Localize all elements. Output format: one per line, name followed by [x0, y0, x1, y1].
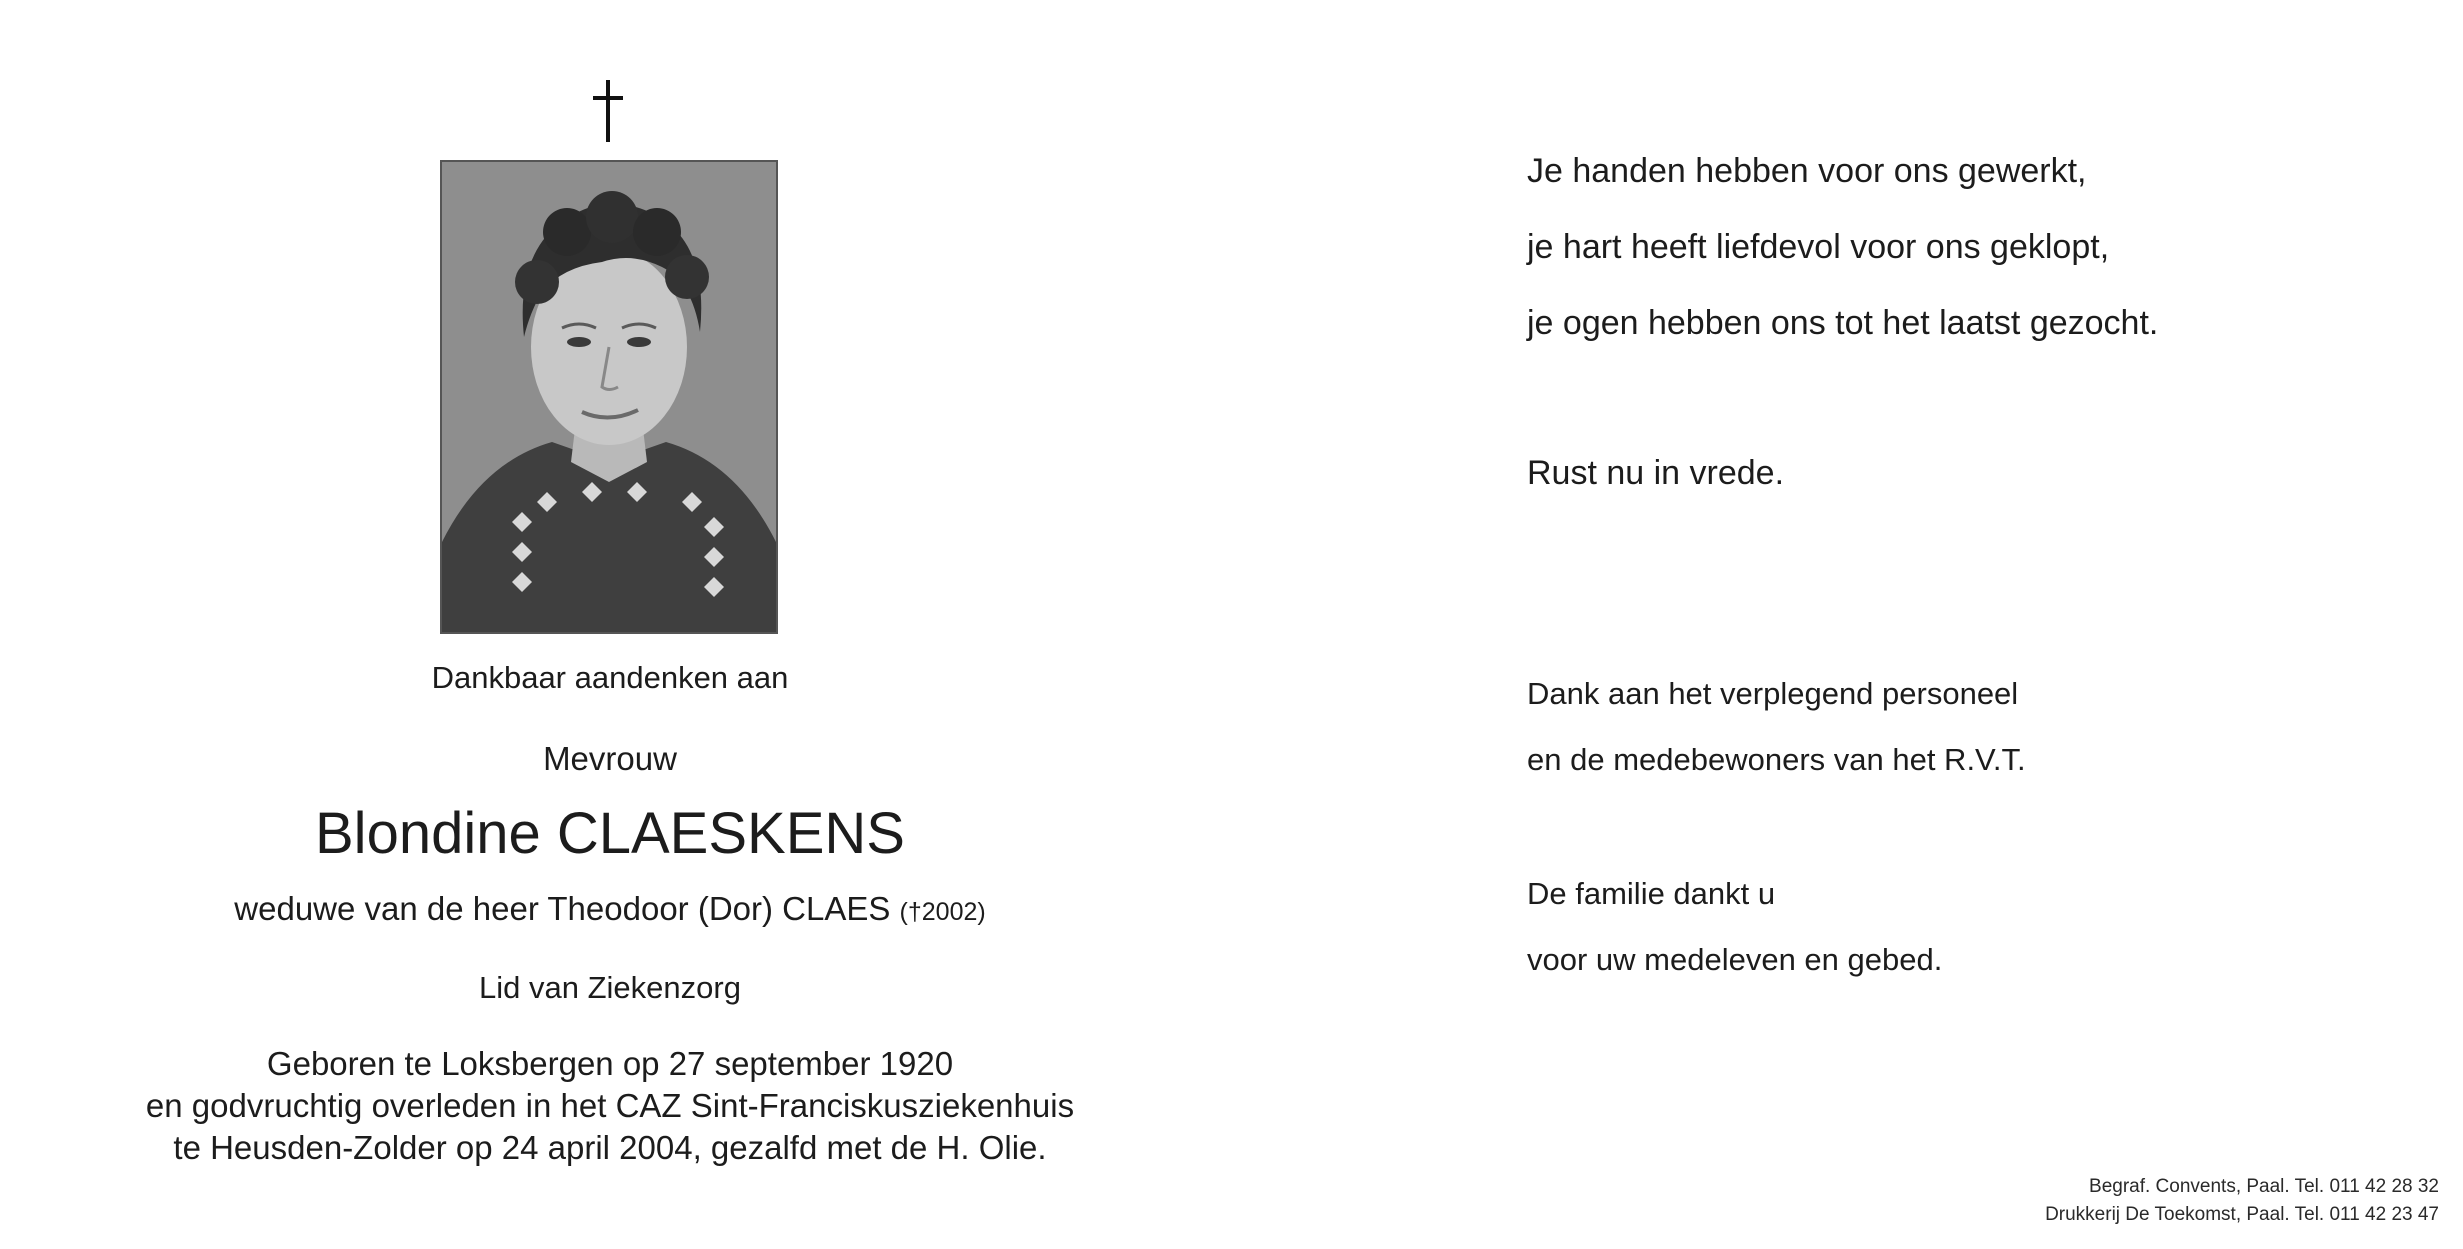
poem-line: je hart heeft liefdevol voor ons geklopt,: [1527, 228, 2110, 266]
family-line: De familie dankt u: [1527, 876, 1776, 911]
printer-credit: Drukkerij De Toekomst, Paal. Tel. 011 42 23 47: [2045, 1204, 2439, 1225]
poem-line: je ogen hebben ons tot het laatst gezocht.: [1527, 304, 2159, 342]
thanks-line: Dank aan het verplegend personeel: [1527, 676, 2019, 711]
bio-line: te Heusden-Zolder op 24 april 2004, gezalfd met de H. Olie.: [173, 1129, 1047, 1166]
widow-of-text: weduwe van de heer Theodoor (Dor) CLAES: [234, 890, 891, 927]
membership-text: Lid van Ziekenzorg: [479, 970, 741, 1005]
rest-in-peace: Rust nu in vrede.: [1527, 454, 1785, 492]
bio-line: Geboren te Loksbergen op 27 september 1920: [266, 1045, 954, 1082]
bio-line: en godvruchtig overleden in het CAZ Sint-Franciskusziekenhuis: [145, 1087, 1075, 1124]
family-line: voor uw medeleven en gebed.: [1527, 942, 1943, 977]
funeral-home-credit: Begraf. Convents, Paal. Tel. 011 42 28 32: [2089, 1176, 2439, 1197]
widow-line: [0, 890, 1220, 928]
cross-icon: [593, 80, 623, 142]
widow-death-year: (†2002): [899, 898, 986, 926]
portrait-photo: [440, 160, 778, 634]
thanks-line: en de medebewoners van het R.V.T.: [1527, 742, 2026, 777]
honorific: Mevrouw: [543, 740, 677, 777]
poem-line: Je handen hebben voor ons gewerkt,: [1527, 152, 2087, 190]
deceased-name: Blondine CLAESKENS: [315, 801, 905, 866]
remembrance-text: Dankbaar aandenken aan: [431, 660, 789, 695]
